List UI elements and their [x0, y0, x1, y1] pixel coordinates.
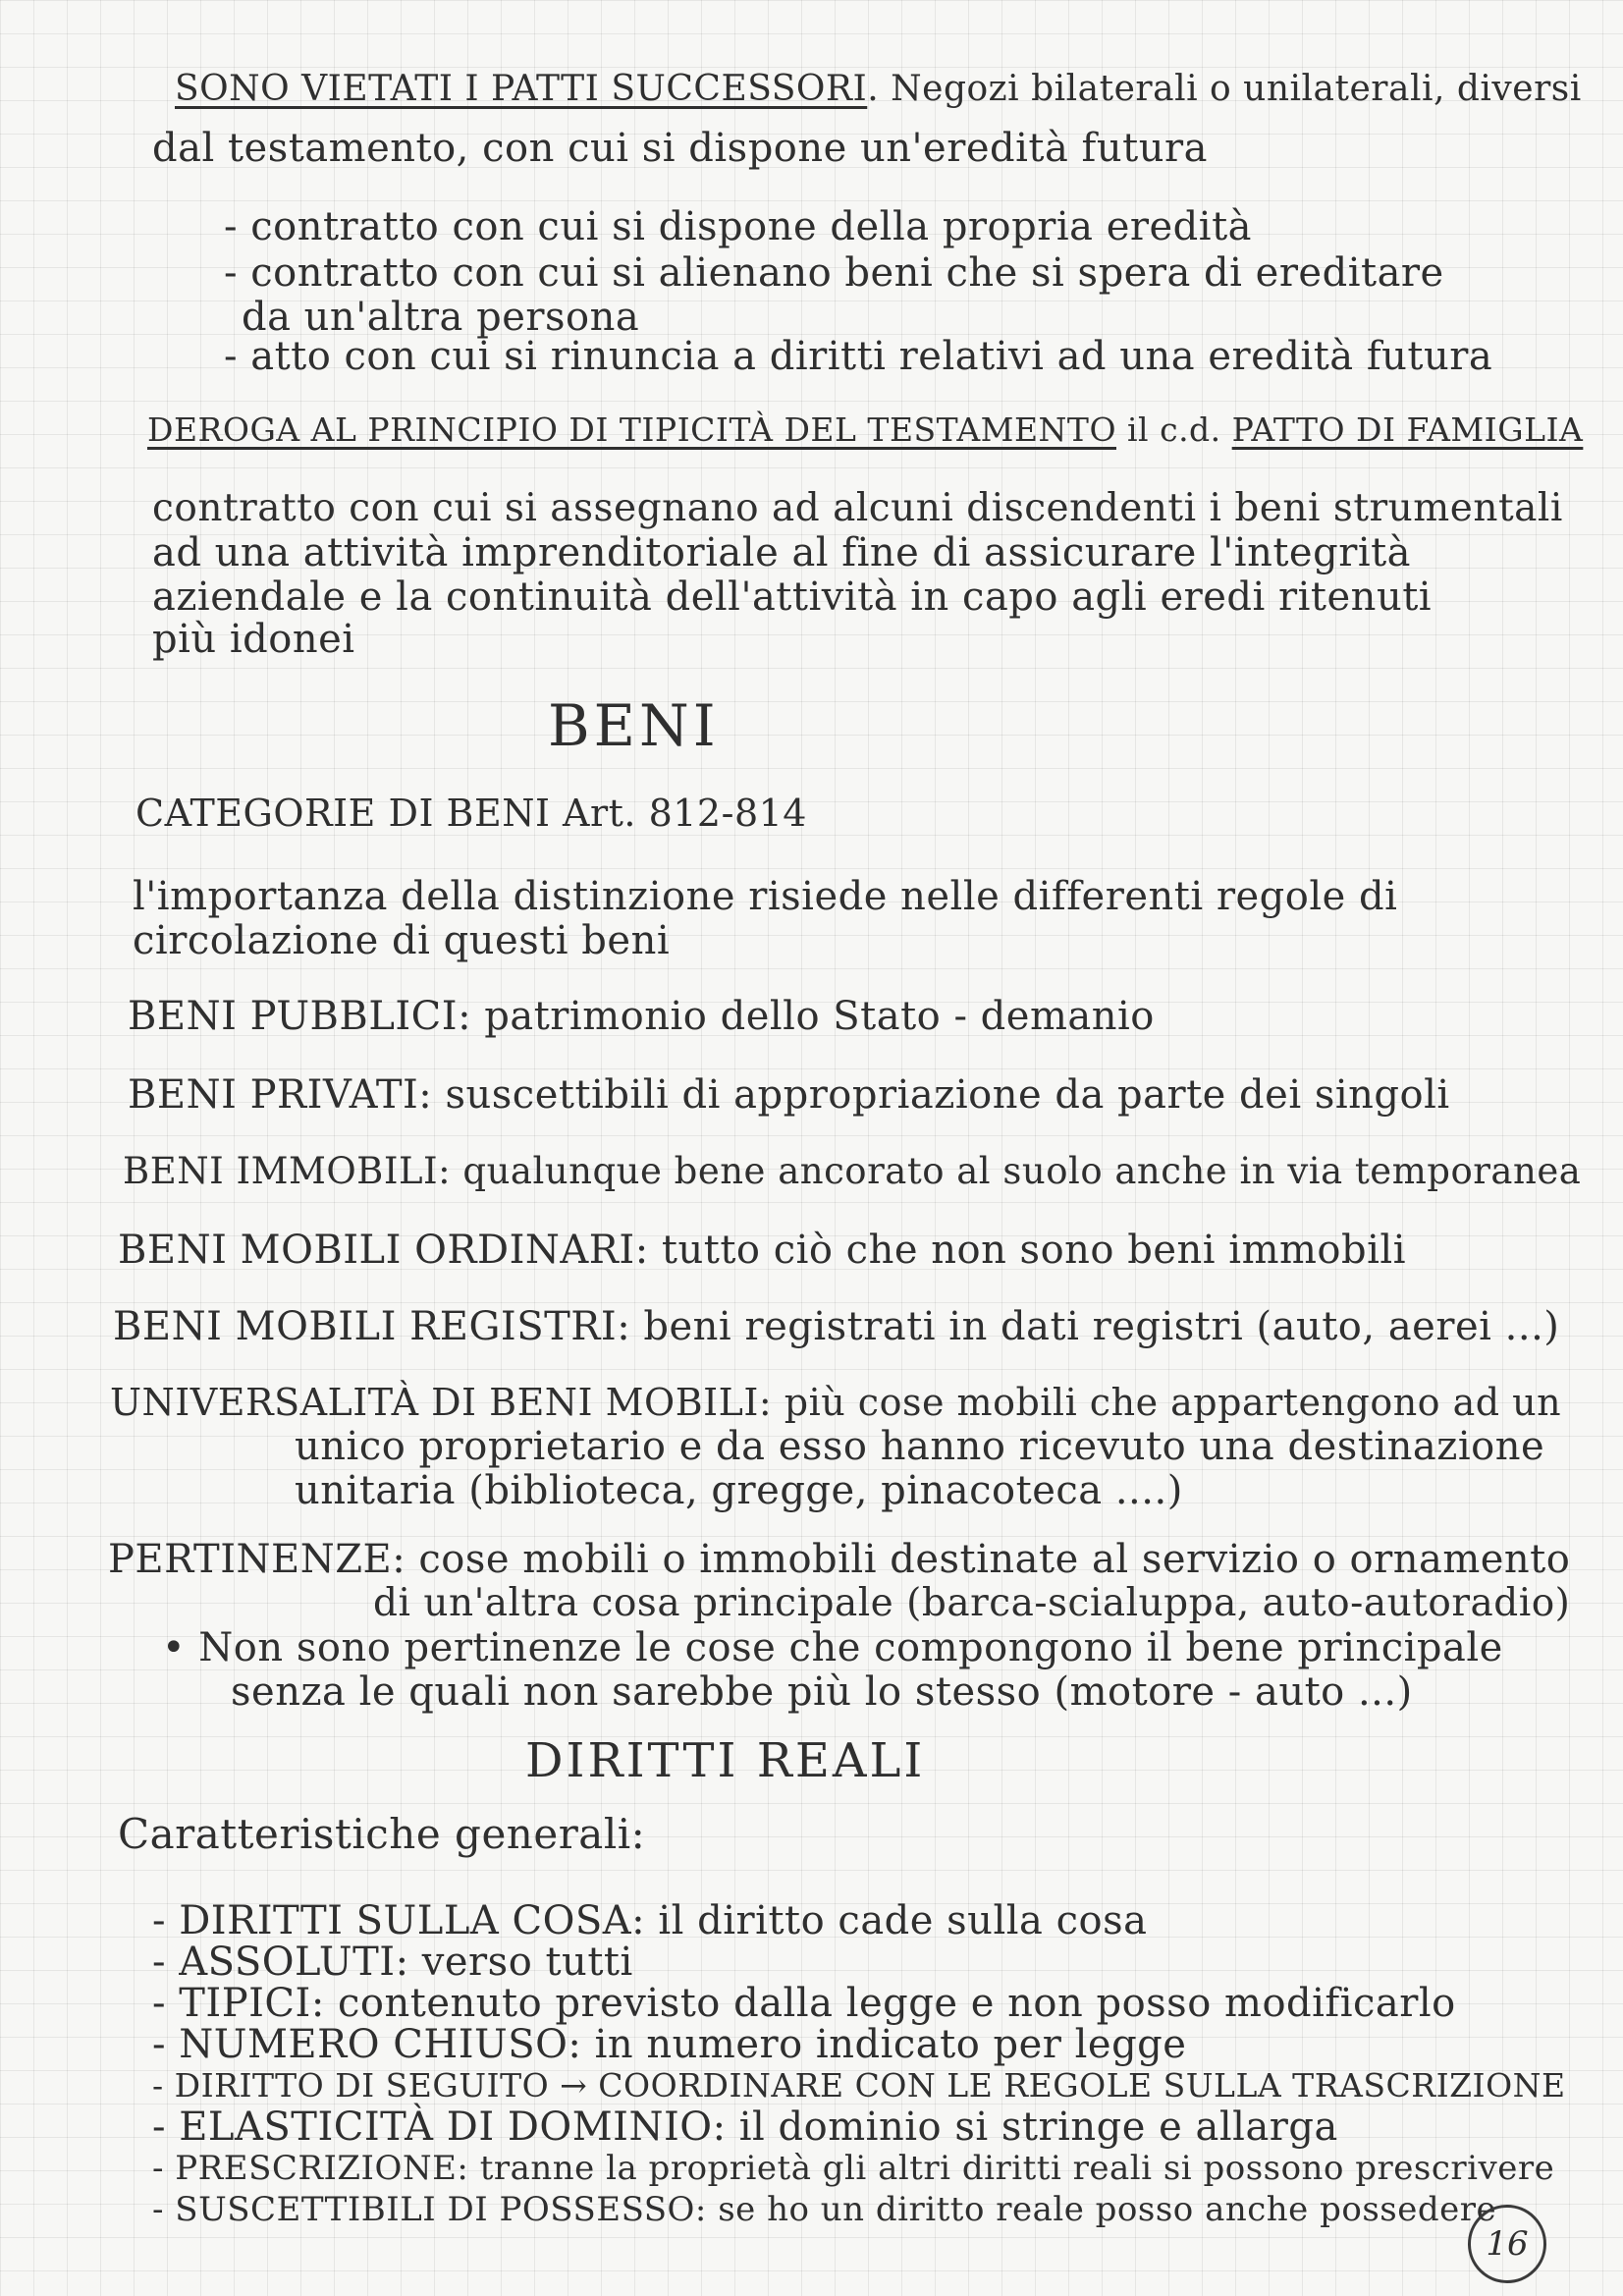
diritti-reali-title: DIRITTI REALI: [525, 1733, 926, 1788]
beni-immobili: BENI IMMOBILI: qualunque bene ancorato al suolo anche in via temporanea: [123, 1150, 1582, 1192]
patti-successori-definition: . Negozi bilaterali o unilaterali, diversi: [867, 69, 1582, 109]
diritti-item-5: - DIRITTO DI SEGUITO → COORDINARE CON LE REGOLE SULLA TRASCRIZIONE: [152, 2066, 1566, 2105]
deroga-text-1: contratto con cui si assegnano ad alcuni discendenti i beni strumentali: [152, 486, 1563, 530]
patti-successori-line: [175, 67, 1582, 112]
beni-mobili-ordinari: BENI MOBILI ORDINARI: tutto ciò che non sono beni immobili: [118, 1228, 1406, 1273]
deroga-text-3: aziendale e la continuità dell'attività in capo agli eredi ritenuti: [152, 574, 1433, 620]
importanza-line-1: l'importanza della distinzione risiede nelle differenti regole di: [133, 874, 1398, 919]
diritti-item-2: - ASSOLUTI: verso tutti: [152, 1940, 633, 1985]
diritti-item-1: - DIRITTI SULLA COSA: il diritto cade sulla cosa: [152, 1898, 1148, 1943]
patto-di-famiglia: PATTO DI FAMIGLIA: [1231, 410, 1584, 449]
page-number-circle: 16: [1468, 2205, 1546, 2283]
patti-successori-heading: SONO VIETATI I PATTI SUCCESSORI: [175, 69, 868, 109]
patti-successori-definition-cont: dal testamento, con cui si dispone un'eredità futura: [152, 126, 1208, 171]
diritti-item-4: - NUMERO CHIUSO: in numero indicato per legge: [152, 2022, 1187, 2067]
beni-title: BENI: [548, 692, 720, 759]
bullet-alienano-beni: - contratto con cui si alienano beni che si spera di ereditare: [224, 250, 1444, 296]
beni-mobili-registri: BENI MOBILI REGISTRI: beni registrati in dati registri (auto, aerei ...): [113, 1304, 1560, 1349]
categorie-di-beni: CATEGORIE DI BENI Art. 812-814: [135, 792, 807, 835]
diritti-item-6: - ELASTICITÀ DI DOMINIO: il dominio si stringe e allarga: [152, 2105, 1338, 2150]
deroga-text-2: ad una attività imprenditoriale al fine di assicurare l'integrità: [152, 530, 1412, 575]
beni-privati: BENI PRIVATI: suscettibili di appropriazione da parte dei singoli: [128, 1072, 1450, 1118]
beni-pubblici: BENI PUBBLICI: patrimonio dello Stato - demanio: [128, 994, 1155, 1039]
pertinenze-line-3: • Non sono pertinenze le cose che compongono il bene principale: [162, 1625, 1503, 1670]
diritti-item-7: - PRESCRIZIONE: tranne la proprietà gli altri diritti reali si possono prescrivere: [152, 2149, 1555, 2188]
universalita-line-2: unico proprietario e da esso hanno ricevuto una destinazione: [295, 1424, 1545, 1469]
diritti-item-3: - TIPICI: contenuto previsto dalla legge e non posso modificarlo: [152, 1981, 1456, 2026]
universalita-line-3: unitaria (biblioteca, gregge, pinacoteca ....): [295, 1468, 1183, 1513]
diritti-item-8: - SUSCETTIBILI DI POSSESSO: se ho un diritto reale posso anche possedere: [152, 2190, 1497, 2229]
deroga-cd: il c.d.: [1116, 410, 1232, 449]
caratteristiche-generali: Caratteristiche generali:: [118, 1810, 646, 1858]
bullet-rinuncia: - atto con cui si rinuncia a diritti relativi ad una eredità futura: [224, 334, 1493, 379]
deroga-line: [147, 408, 1583, 453]
deroga-text-4: più idonei: [152, 617, 355, 662]
pertinenze-line-1: PERTINENZE: cose mobili o immobili destinate al servizio o ornamento: [108, 1537, 1571, 1582]
pertinenze-line-4: senza le quali non sarebbe più lo stesso (motore - auto ...): [231, 1669, 1413, 1715]
bullet-alienano-beni-cont: da un'altra persona: [242, 295, 640, 340]
universalita-line-1: UNIVERSALITÀ DI BENI MOBILI: più cose mobili che appartengono ad un: [110, 1381, 1562, 1424]
importanza-line-2: circolazione di questi beni: [133, 918, 671, 963]
pertinenze-line-2: di un'altra cosa principale (barca-scialuppa, auto-autoradio): [373, 1581, 1571, 1625]
bullet-propria-eredita: - contratto con cui si dispone della propria eredità: [224, 204, 1252, 249]
deroga-heading: DEROGA AL PRINCIPIO DI TIPICITÀ DEL TESTAMENTO: [147, 410, 1116, 449]
